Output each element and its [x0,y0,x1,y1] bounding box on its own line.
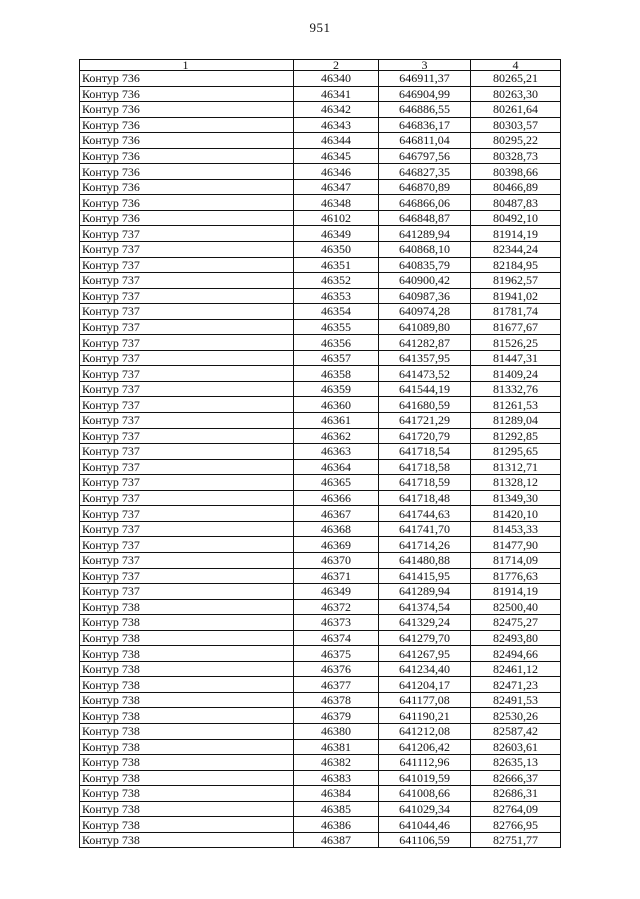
table-row [80,755,561,771]
table-row [80,288,561,304]
point-number-cell: 46342 [294,102,379,118]
y-coordinate-cell: 81941,02 [471,288,561,304]
point-number-cell: 46372 [294,599,379,615]
y-coordinate-cell: 80487,83 [471,195,561,211]
table-row [80,164,561,180]
table-row [80,304,561,320]
point-number-cell: 46346 [294,164,379,180]
contour-name-cell: Контур 737 [80,381,294,397]
y-coordinate-cell: 82751,77 [471,832,561,848]
contour-name-cell: Контур 736 [80,164,294,180]
x-coordinate-cell: 641206,42 [379,739,471,755]
table-row [80,366,561,382]
point-number-cell: 46378 [294,692,379,708]
x-coordinate-cell: 641744,63 [379,506,471,522]
point-number-cell: 46340 [294,71,379,87]
table-row [80,552,561,568]
contour-name-cell: Контур 738 [80,723,294,739]
contour-name-cell: Контур 738 [80,599,294,615]
y-coordinate-cell: 81295,65 [471,444,561,460]
point-number-cell: 46352 [294,273,379,289]
point-number-cell: 46382 [294,755,379,771]
contour-name-cell: Контур 736 [80,86,294,102]
table-row [80,133,561,149]
y-coordinate-cell: 80265,21 [471,71,561,87]
x-coordinate-cell: 641718,58 [379,459,471,475]
y-coordinate-cell: 82764,09 [471,801,561,817]
y-coordinate-cell: 81677,67 [471,319,561,335]
table-row [80,506,561,522]
x-coordinate-cell: 646827,35 [379,164,471,180]
contour-name-cell: Контур 738 [80,801,294,817]
y-coordinate-cell: 81962,57 [471,273,561,289]
contour-name-cell: Контур 738 [80,832,294,848]
contour-name-cell: Контур 737 [80,506,294,522]
table-row [80,71,561,87]
x-coordinate-cell: 646836,17 [379,117,471,133]
point-number-cell: 46379 [294,708,379,724]
x-coordinate-cell: 640868,10 [379,242,471,258]
y-coordinate-cell: 82493,80 [471,630,561,646]
y-coordinate-cell: 82587,42 [471,723,561,739]
point-number-cell: 46377 [294,677,379,693]
contour-name-cell: Контур 738 [80,817,294,833]
point-number-cell: 46357 [294,350,379,366]
table-row [80,568,561,584]
contour-name-cell: Контур 737 [80,319,294,335]
table-row [80,708,561,724]
table-row [80,677,561,693]
y-coordinate-cell: 81781,74 [471,304,561,320]
table-row [80,179,561,195]
x-coordinate-cell: 646886,55 [379,102,471,118]
x-coordinate-cell: 641089,80 [379,319,471,335]
table-row [80,786,561,802]
x-coordinate-cell: 641106,59 [379,832,471,848]
point-number-cell: 46381 [294,739,379,755]
table-row [80,86,561,102]
table-row [80,195,561,211]
y-coordinate-cell: 81312,71 [471,459,561,475]
x-coordinate-cell: 641721,29 [379,413,471,429]
x-coordinate-cell: 641282,87 [379,335,471,351]
y-coordinate-cell: 82666,37 [471,770,561,786]
point-number-cell: 46365 [294,475,379,491]
x-coordinate-cell: 641289,94 [379,226,471,242]
table-row [80,646,561,662]
y-coordinate-cell: 81453,33 [471,521,561,537]
point-number-cell: 46348 [294,195,379,211]
y-coordinate-cell: 81914,19 [471,584,561,600]
point-number-cell: 46361 [294,413,379,429]
x-coordinate-cell: 641357,95 [379,350,471,366]
point-number-cell: 46386 [294,817,379,833]
x-coordinate-cell: 646797,56 [379,148,471,164]
table-row [80,428,561,444]
contour-name-cell: Контур 737 [80,350,294,366]
contour-name-cell: Контур 738 [80,615,294,631]
contour-name-cell: Контур 738 [80,739,294,755]
point-number-cell: 46341 [294,86,379,102]
table-row [80,692,561,708]
point-number-cell: 46359 [294,381,379,397]
table-row [80,273,561,289]
y-coordinate-cell: 82530,26 [471,708,561,724]
point-number-cell: 46384 [294,786,379,802]
x-coordinate-cell: 641212,08 [379,723,471,739]
contour-name-cell: Контур 737 [80,397,294,413]
table-row [80,537,561,553]
x-coordinate-cell: 640987,36 [379,288,471,304]
contour-name-cell: Контур 738 [80,646,294,662]
point-number-cell: 46350 [294,242,379,258]
contour-name-cell: Контур 737 [80,521,294,537]
table-row [80,117,561,133]
x-coordinate-cell: 641680,59 [379,397,471,413]
y-coordinate-cell: 80261,64 [471,102,561,118]
point-number-cell: 46344 [294,133,379,149]
contour-name-cell: Контур 737 [80,459,294,475]
contour-name-cell: Контур 736 [80,117,294,133]
x-coordinate-cell: 646866,06 [379,195,471,211]
point-number-cell: 46374 [294,630,379,646]
point-number-cell: 46371 [294,568,379,584]
contour-name-cell: Контур 737 [80,444,294,460]
x-coordinate-cell: 646904,99 [379,86,471,102]
contour-name-cell: Контур 736 [80,71,294,87]
x-coordinate-cell: 641029,34 [379,801,471,817]
point-number-cell: 46345 [294,148,379,164]
table-row [80,490,561,506]
x-coordinate-cell: 641714,26 [379,537,471,553]
x-coordinate-cell: 641267,95 [379,646,471,662]
y-coordinate-cell: 81914,19 [471,226,561,242]
contour-name-cell: Контур 738 [80,630,294,646]
x-coordinate-cell: 641008,66 [379,786,471,802]
contour-name-cell: Контур 737 [80,242,294,258]
y-coordinate-cell: 82603,61 [471,739,561,755]
table-row [80,444,561,460]
point-number-cell: 46363 [294,444,379,460]
x-coordinate-cell: 641112,96 [379,755,471,771]
x-coordinate-cell: 646811,04 [379,133,471,149]
y-coordinate-cell: 82494,66 [471,646,561,662]
table-row [80,801,561,817]
contour-name-cell: Контур 737 [80,288,294,304]
table-row [80,257,561,273]
contour-name-cell: Контур 738 [80,708,294,724]
point-number-cell: 46367 [294,506,379,522]
point-number-cell: 46349 [294,226,379,242]
x-coordinate-cell: 641279,70 [379,630,471,646]
contour-name-cell: Контур 736 [80,179,294,195]
table-row [80,413,561,429]
table-row [80,770,561,786]
x-coordinate-cell: 641718,59 [379,475,471,491]
contour-name-cell: Контур 736 [80,133,294,149]
contour-name-cell: Контур 737 [80,584,294,600]
x-coordinate-cell: 641177,08 [379,692,471,708]
y-coordinate-cell: 81409,24 [471,366,561,382]
y-coordinate-cell: 80295,22 [471,133,561,149]
contour-name-cell: Контур 737 [80,490,294,506]
x-coordinate-cell: 640974,28 [379,304,471,320]
table-row [80,319,561,335]
point-number-cell: 46347 [294,179,379,195]
point-number-cell: 46353 [294,288,379,304]
y-coordinate-cell: 82471,23 [471,677,561,693]
table-row [80,475,561,491]
y-coordinate-cell: 80398,66 [471,164,561,180]
contour-name-cell: Контур 736 [80,102,294,118]
contour-name-cell: Контур 737 [80,335,294,351]
y-coordinate-cell: 80492,10 [471,210,561,226]
y-coordinate-cell: 80303,57 [471,117,561,133]
table-row [80,102,561,118]
point-number-cell: 46375 [294,646,379,662]
point-number-cell: 46368 [294,521,379,537]
table-row [80,584,561,600]
point-number-cell: 46370 [294,552,379,568]
table-row [80,630,561,646]
x-coordinate-cell: 646848,87 [379,210,471,226]
point-number-cell: 46380 [294,723,379,739]
contour-name-cell: Контур 737 [80,475,294,491]
contour-name-cell: Контур 738 [80,677,294,693]
y-coordinate-cell: 80466,89 [471,179,561,195]
point-number-cell: 46360 [294,397,379,413]
point-number-cell: 46343 [294,117,379,133]
point-number-cell: 46376 [294,661,379,677]
x-coordinate-cell: 641480,88 [379,552,471,568]
y-coordinate-cell: 82461,12 [471,661,561,677]
column-header: 1 [80,60,294,71]
table-row [80,459,561,475]
contour-name-cell: Контур 737 [80,226,294,242]
contour-name-cell: Контур 736 [80,210,294,226]
contour-name-cell: Контур 737 [80,413,294,429]
contour-name-cell: Контур 736 [80,148,294,164]
y-coordinate-cell: 82475,27 [471,615,561,631]
table-row [80,350,561,366]
y-coordinate-cell: 81477,90 [471,537,561,553]
contour-name-cell: Контур 737 [80,537,294,553]
y-coordinate-cell: 82635,13 [471,755,561,771]
x-coordinate-cell: 646870,89 [379,179,471,195]
x-coordinate-cell: 640835,79 [379,257,471,273]
y-coordinate-cell: 81714,09 [471,552,561,568]
y-coordinate-cell: 81447,31 [471,350,561,366]
table-row [80,723,561,739]
point-number-cell: 46373 [294,615,379,631]
table-row [80,335,561,351]
contour-name-cell: Контур 738 [80,786,294,802]
table-body [80,71,561,848]
contour-name-cell: Контур 737 [80,568,294,584]
table-row [80,210,561,226]
y-coordinate-cell: 80263,30 [471,86,561,102]
point-number-cell: 46351 [294,257,379,273]
x-coordinate-cell: 641204,17 [379,677,471,693]
table-row [80,615,561,631]
contour-name-cell: Контур 738 [80,755,294,771]
y-coordinate-cell: 82491,53 [471,692,561,708]
table-row [80,397,561,413]
table-row [80,521,561,537]
point-number-cell: 46349 [294,584,379,600]
y-coordinate-cell: 82184,95 [471,257,561,273]
point-number-cell: 46387 [294,832,379,848]
x-coordinate-cell: 641190,21 [379,708,471,724]
column-header: 4 [471,60,561,71]
coordinates-table [79,59,561,848]
x-coordinate-cell: 641544,19 [379,381,471,397]
y-coordinate-cell: 82686,31 [471,786,561,802]
contour-name-cell: Контур 737 [80,304,294,320]
x-coordinate-cell: 641374,54 [379,599,471,615]
x-coordinate-cell: 641234,40 [379,661,471,677]
x-coordinate-cell: 641044,46 [379,817,471,833]
contour-name-cell: Контур 738 [80,692,294,708]
point-number-cell: 46102 [294,210,379,226]
table-row [80,226,561,242]
y-coordinate-cell: 81526,25 [471,335,561,351]
table-row [80,599,561,615]
point-number-cell: 46383 [294,770,379,786]
contour-name-cell: Контур 737 [80,552,294,568]
y-coordinate-cell: 81332,76 [471,381,561,397]
y-coordinate-cell: 82766,95 [471,817,561,833]
x-coordinate-cell: 641019,59 [379,770,471,786]
contour-name-cell: Контур 736 [80,195,294,211]
x-coordinate-cell: 641289,94 [379,584,471,600]
column-header: 3 [379,60,471,71]
y-coordinate-cell: 81349,30 [471,490,561,506]
table-row [80,148,561,164]
x-coordinate-cell: 641473,52 [379,366,471,382]
contour-name-cell: Контур 737 [80,428,294,444]
table-row [80,661,561,677]
x-coordinate-cell: 641741,70 [379,521,471,537]
point-number-cell: 46356 [294,335,379,351]
contour-name-cell: Контур 738 [80,770,294,786]
point-number-cell: 46362 [294,428,379,444]
x-coordinate-cell: 641718,54 [379,444,471,460]
table-row [80,832,561,848]
contour-name-cell: Контур 738 [80,661,294,677]
y-coordinate-cell: 81289,04 [471,413,561,429]
x-coordinate-cell: 640900,42 [379,273,471,289]
y-coordinate-cell: 81328,12 [471,475,561,491]
point-number-cell: 46364 [294,459,379,475]
table-row [80,381,561,397]
table-header-row [80,60,561,71]
x-coordinate-cell: 641415,95 [379,568,471,584]
y-coordinate-cell: 81776,63 [471,568,561,584]
contour-name-cell: Контур 737 [80,366,294,382]
page-number: 951 [309,20,331,35]
point-number-cell: 46355 [294,319,379,335]
contour-name-cell: Контур 737 [80,257,294,273]
x-coordinate-cell: 646911,37 [379,71,471,87]
y-coordinate-cell: 82344,24 [471,242,561,258]
table-row [80,817,561,833]
y-coordinate-cell: 81261,53 [471,397,561,413]
y-coordinate-cell: 80328,73 [471,148,561,164]
point-number-cell: 46385 [294,801,379,817]
table-row [80,739,561,755]
point-number-cell: 46366 [294,490,379,506]
point-number-cell: 46369 [294,537,379,553]
x-coordinate-cell: 641720,79 [379,428,471,444]
point-number-cell: 46358 [294,366,379,382]
y-coordinate-cell: 81420,10 [471,506,561,522]
x-coordinate-cell: 641329,24 [379,615,471,631]
y-coordinate-cell: 81292,85 [471,428,561,444]
x-coordinate-cell: 641718,48 [379,490,471,506]
y-coordinate-cell: 82500,40 [471,599,561,615]
table-row [80,242,561,258]
point-number-cell: 46354 [294,304,379,320]
column-header: 2 [294,60,379,71]
contour-name-cell: Контур 737 [80,273,294,289]
